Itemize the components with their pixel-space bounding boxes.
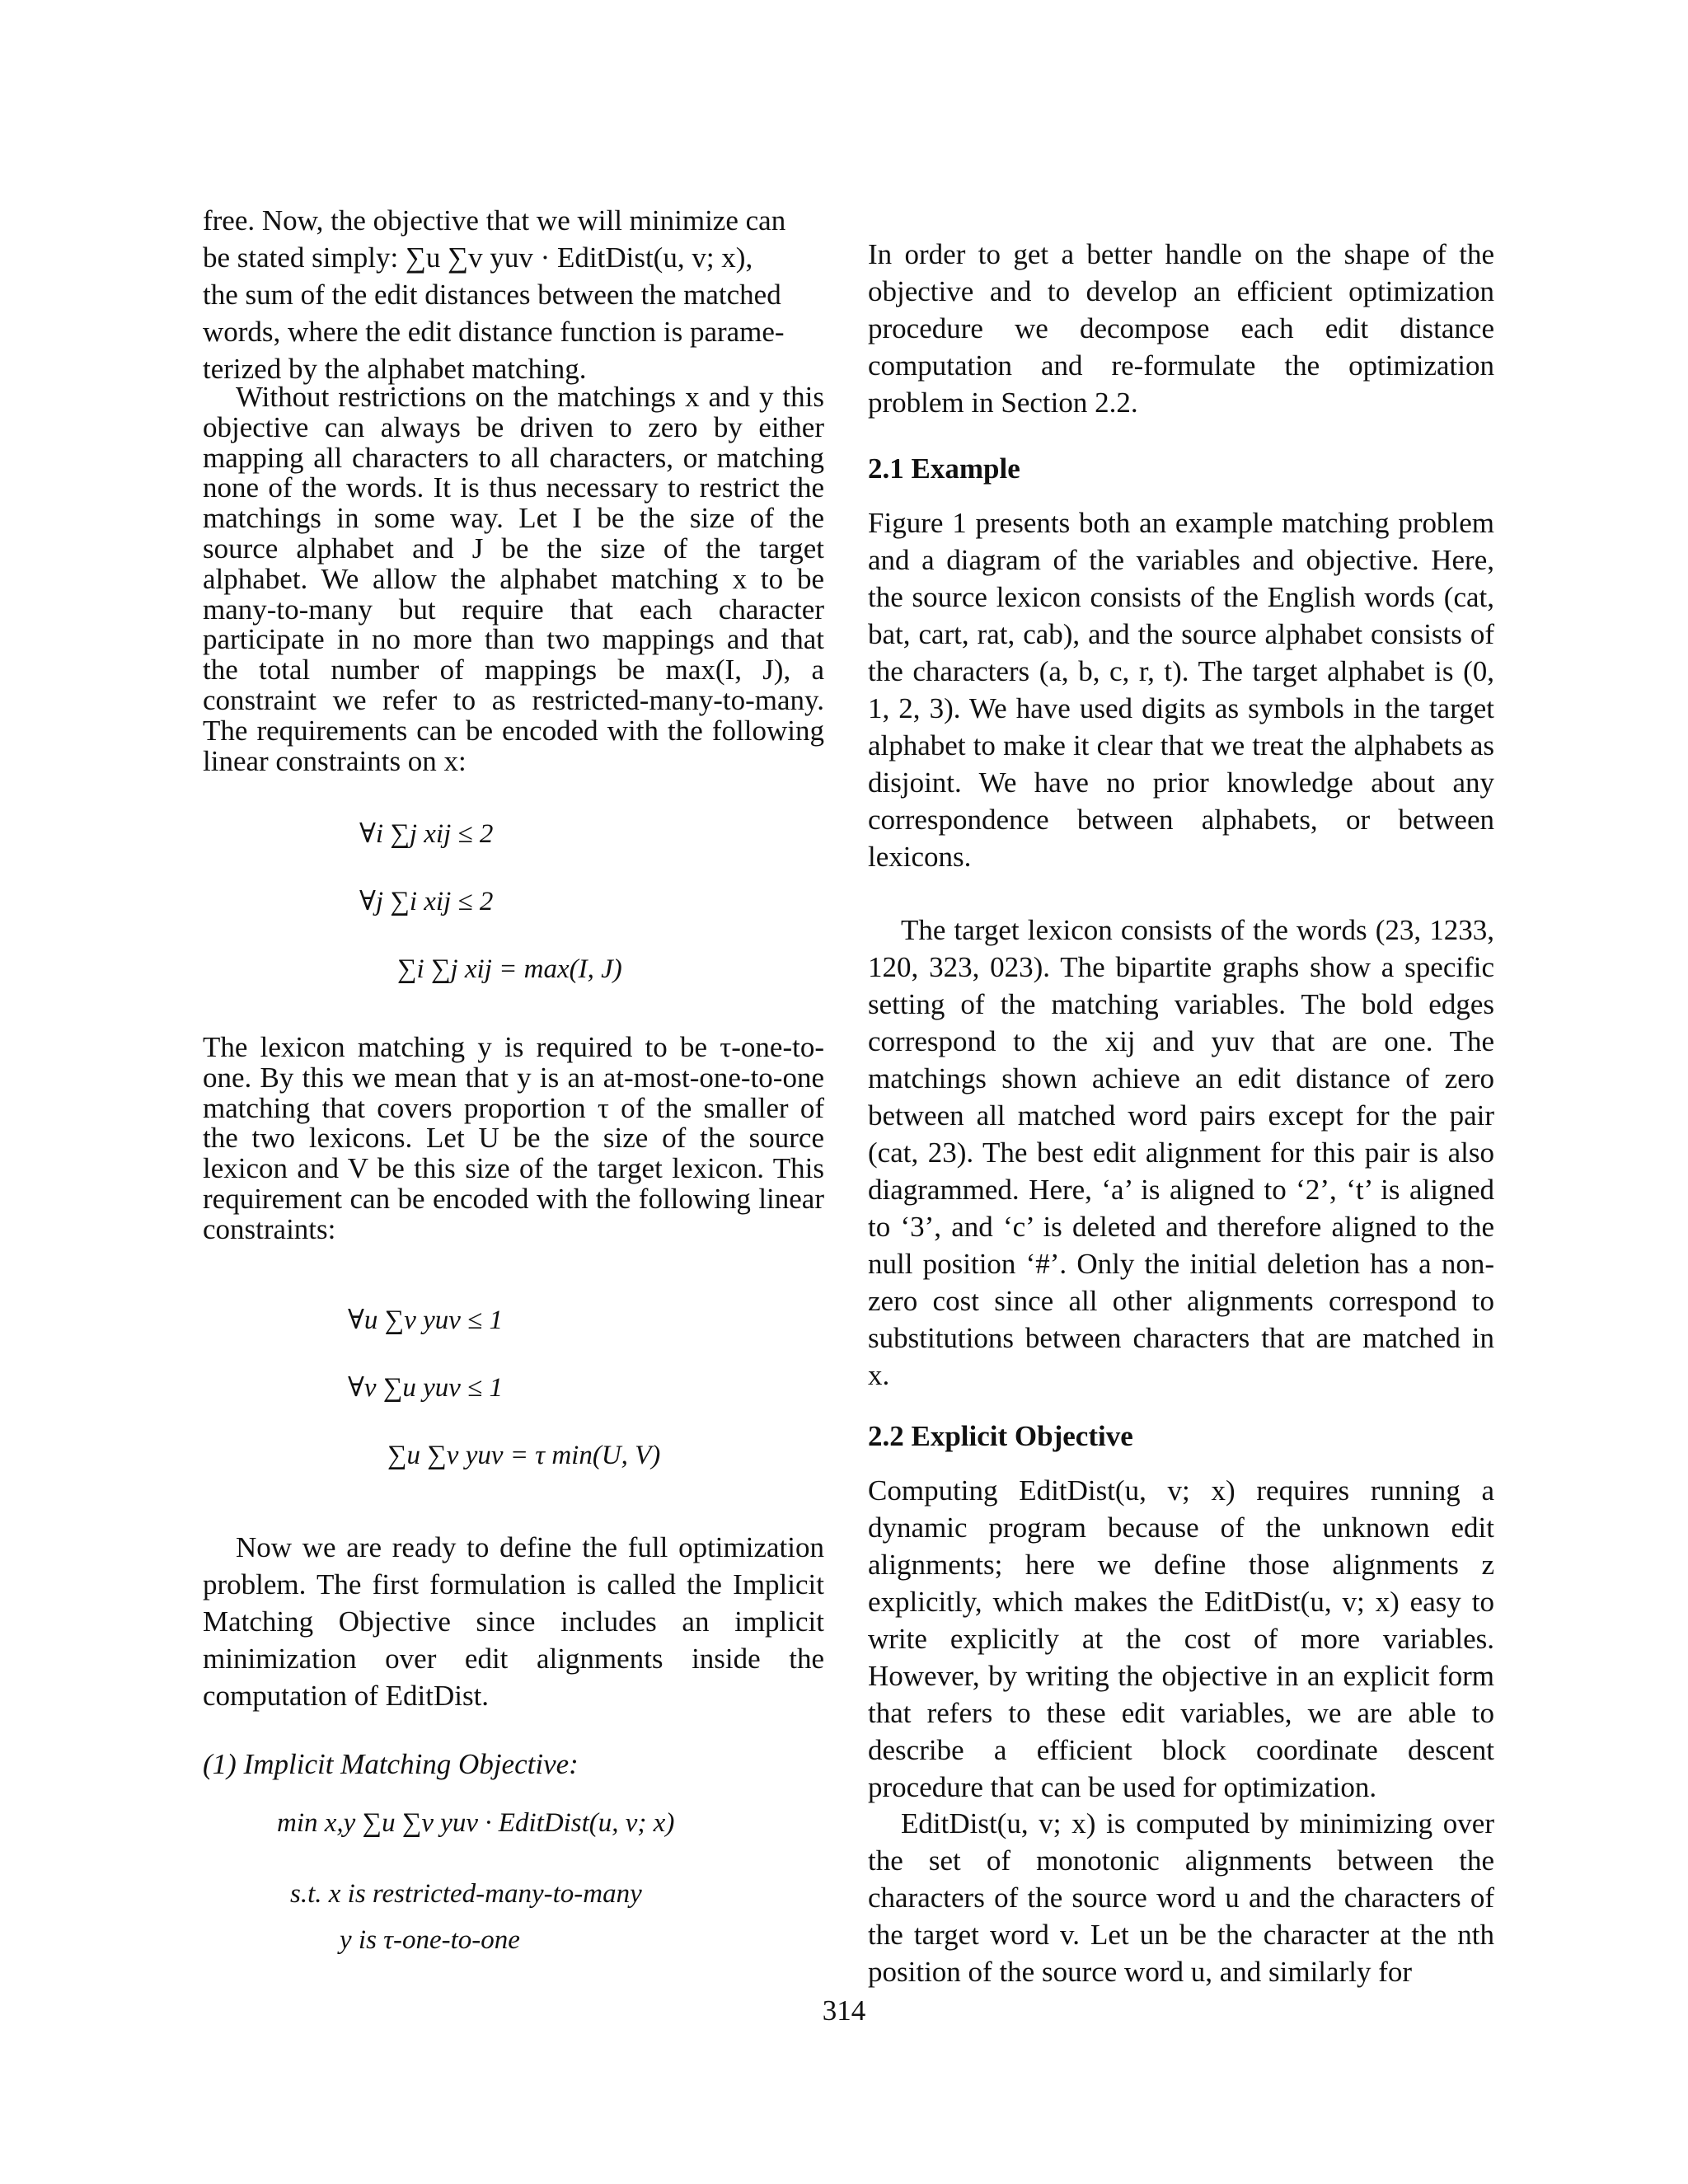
paragraph-objective-intro [203,202,824,387]
eq1-line1: ∀i ∑j xij ≤ 2 [359,819,494,849]
paragraph-full-optimization: Now we are ready to define the full optimization problem. The first formulation is called the Implicit Matching Objective since includes an implicit minimization over edit alignments inside the computation of EditDist. [203,1531,824,1712]
eq1-line2: ∀j ∑i xij ≤ 2 [359,887,494,916]
objective-constraint-x: s.t. x is restricted-many-to-many [290,1879,642,1909]
paragraph-lexicon-matching: The lexicon matching y is required to be τ-one-to-one. By this we mean that y is an at-most-one-to-one matching that covers proportion τ of the smaller of the two lexicons. Let U be the size of the source lexicon and V be this size of the target lexicon. This requirement can be encoded with the following linear constraints: [203,1031,824,1245]
paragraph-decompose: In order to get a better handle on the shape of the objective and to develop an efficient optimization procedure we decompose each edit distance computation and re-formulate the optimization problem in Section 2.2. [868,238,1494,419]
paragraph-target-lexicon: The target lexicon consists of the words (23, 1233, 120, 323, 023). The bipartite graphs show a specific setting of the matching variables. The bold edges correspond to the xij and yuv that are one. The matchings shown achieve an edit distance of zero between all matched word pairs except for the pair (cat, 23). The best edit alignment for this pair is also diagrammed. Here, ‘a’ is aligned to ‘2’, ‘t’ is aligned to ‘3’, and ‘c’ is deleted and therefore aligned to the null position ‘#’. Only the initial deletion has a non-zero cost since all other alignments correspond to substitutions between characters that are matched in x. [868,914,1494,1391]
paragraph-editdist-definition: EditDist(u, v; x) is computed by minimizing over the set of monotonic alignments between the characters of the source word u and the characters of the target word v. Let un be the character at the nth position of the source word u, and similarly for [868,1807,1494,1988]
eq2-line2: ∀v ∑u yuv ≤ 1 [348,1373,503,1403]
paragraph-restrictions: Without restrictions on the matchings x and y this objective can always be driven to zero by either mapping all characters to all characters, or matching none of the words. It is thus necessary to restrict the matchings in some way. Let I be the size of the source alphabet and J be the size of the target alphabet. We allow the alphabet matching x to be many-to-many but require that each character participate in no more than two mappings and that the total number of mappings be max(I, J), a constraint we refer to as restricted-many-to-many. The requirements can be encoded with the following linear constraints on x: [203,381,824,777]
text-line: the sum of the edit distances between the matched [203,279,781,311]
eq2-line3: ∑u ∑v yuv = τ min(U, V) [387,1441,661,1470]
eq2-line1: ∀u ∑v yuv ≤ 1 [348,1305,503,1335]
objective-min: min x,y ∑u ∑v yuv · EditDist(u, v; x) [277,1808,675,1838]
paragraph-example: Figure 1 presents both an example matching problem and a diagram of the variables and objective. Here, the source lexicon consists of the English words (cat, bat, cart, rat, cab), and the source alphabet consists of the characters (a, b, c, r, t). The target alphabet is (0, 1, 2, 3). We have used digits as symbols in the target alphabet to make it clear that we treat the alphabets as disjoint. We have no prior knowledge about any correspondence between alphabets, or between lexicons. [868,507,1494,873]
section-heading-2-1: 2.1 Example [868,452,1020,485]
text-line: free. Now, the objective that we will minimize can [203,204,786,237]
text-line: terized by the alphabet matching. [203,353,587,385]
objective-label: (1) Implicit Matching Objective: [203,1748,579,1780]
section-heading-2-2: 2.2 Explicit Objective [868,1420,1133,1452]
page-number: 314 [822,1994,866,2027]
text-line: words, where the edit distance function is parame- [203,316,785,348]
paragraph-explicit-objective: Computing EditDist(u, v; x) requires running a dynamic program because of the unknown edit alignments; here we define those alignments z explicitly, which makes the EditDist(u, v; x) easy to write explicitly at the cost of more variables. However, by writing the objective in an explicit form that refers to these edit variables, we are able to describe a efficient block coordinate descent procedure that can be used for optimization. [868,1474,1494,1803]
objective-constraint-y: y is τ-one-to-one [340,1925,520,1955]
text-line: be stated simply: ∑u ∑v yuv · EditDist(u, v; x), [203,241,753,274]
eq1-line3: ∑i ∑j xij = max(I, J) [397,954,622,984]
